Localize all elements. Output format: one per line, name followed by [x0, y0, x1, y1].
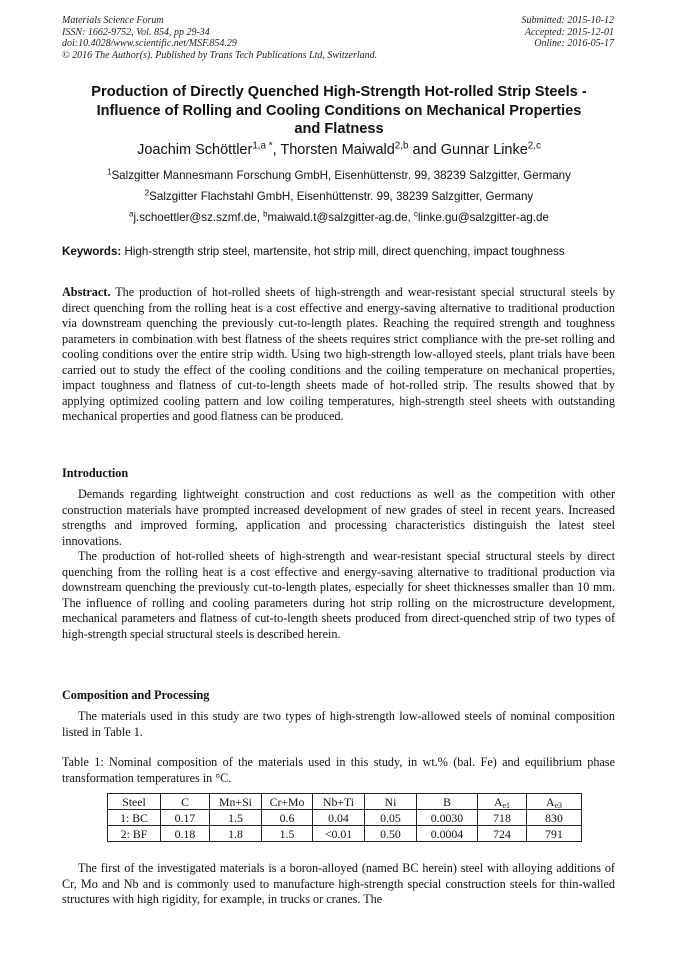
table-cell: 718	[478, 810, 527, 826]
title-line: Production of Directly Quenched High-Strength Hot-rolled Strip Steels -	[91, 84, 587, 100]
table-cell: 1.5	[262, 826, 313, 842]
table-cell: 830	[527, 810, 582, 826]
ae3-subscript: e3	[554, 800, 563, 810]
table-header-cell: B	[417, 794, 478, 810]
affiliation-number: 2	[144, 188, 150, 198]
table-caption	[62, 755, 615, 786]
table-cell: 0.0030	[417, 810, 478, 826]
submitted-date: Submitted: 2015-10-12	[521, 15, 614, 26]
affiliation	[40, 190, 638, 204]
paragraph: The production of hot-rolled sheets of high-strength and wear-resistant special structural steels by direct quenching from the rolling heat is a cost effective and energy-saving alternative to traditional production via downstream quenching the previously cut-to-length plates, especially for sheet thicknesses smaller than 10 mm. The influence of rolling and cooling parameters during hot strip rolling on the microstructure development, mechanical parameters and flatness of cut-to-length sheets produced from direct-quenched strip of two types of high-strength special structural steels is described herein.	[62, 549, 615, 641]
title-line: and Flatness	[294, 121, 384, 137]
abstract-text: The production of hot-rolled sheets of high-strength and wear-resistant special structural steels by direct quenching from the rolling heat is a cost effective and energy-saving alternative to traditional production via downstream quenching the previously cut-to-length plates. Reaching the required strength and toughness parameters in combination with best flatness of the sheets requires strict compliance with the pre-set rolling and cooling conditions over the entire strip width. Using two high-strength low-alloyed steels, plant trials have been carried out to study the effect of the cooling conditions and the coiling temperature on mechanical properties, impact toughness and flatness of cut-to-length sheets made of hot-rolled strip. The results showed that by applying optimized cooling pattern and low coiling temperatures, high-strength steel sheets with outstanding mechanical properties and good flatness can be produced.	[62, 285, 615, 423]
table-header-cell: Nb+Ti	[313, 794, 365, 810]
composition-table	[107, 793, 582, 842]
table-header-cell: C	[161, 794, 210, 810]
author-affil-mark: 1,a *	[252, 140, 273, 152]
paper-title	[40, 83, 638, 139]
email-address[interactable]: j.schoettler@sz.szmf.de,	[133, 211, 264, 224]
table-header-cell: Mn+Si	[210, 794, 262, 810]
email-address[interactable]: maiwald.t@salzgitter-ag.de,	[267, 211, 414, 224]
author-name: Gunnar Linke	[440, 142, 528, 158]
email-mark: c	[413, 209, 418, 219]
table-cell: 1: BC	[108, 810, 161, 826]
email-list	[40, 211, 638, 225]
table-cell: 0.17	[161, 810, 210, 826]
section-heading-introduction: Introduction	[62, 466, 129, 480]
author-separator: and	[408, 142, 441, 158]
table-header-cell: Cr+Mo	[262, 794, 313, 810]
keywords	[62, 244, 618, 259]
author-name: Joachim Schöttler	[137, 142, 253, 158]
copyright-line: © 2016 The Author(s). Published by Trans Tech Publications Ltd, Switzerland.	[62, 49, 378, 61]
doi-line[interactable]: doi:10.4028/www.scientific.net/MSF.854.29	[62, 38, 237, 49]
email-mark: a	[129, 209, 134, 219]
table-row	[108, 826, 582, 842]
journal-name: Materials Science Forum	[62, 15, 164, 26]
ae1-subscript: e1	[502, 800, 511, 810]
table-header-cell: Steel	[108, 794, 161, 810]
issn-line: ISSN: 1662-9752, Vol. 854, pp 29-34	[62, 26, 210, 38]
table-cell: <0.01	[313, 826, 365, 842]
table-row	[108, 810, 582, 826]
author-name: Thorsten Maiwald	[280, 142, 395, 158]
table-cell: 791	[527, 826, 582, 842]
table-cell: 2: BF	[108, 826, 161, 842]
affiliation-text: Salzgitter Flachstahl GmbH, Eisenhüttenstr. 99, 38239 Salzgitter, Germany	[149, 190, 534, 203]
ae1-symbol: A	[493, 794, 503, 809]
table-caption-text: Table 1: Nominal composition of the materials used in this study, in wt.% (bal. Fe) and equilibrium phase transformation temperatures in °C.	[62, 755, 615, 785]
table-cell: 1.8	[210, 826, 262, 842]
section-heading-composition: Composition and Processing	[62, 688, 210, 702]
affiliation	[40, 169, 638, 183]
title-line: Influence of Rolling and Cooling Conditions on Mechanical Properties	[96, 102, 582, 119]
table-header-cell	[478, 794, 527, 810]
email-mark: b	[263, 209, 268, 219]
table-header-cell: Ni	[365, 794, 417, 810]
paragraph: The first of the investigated materials is a boron-alloyed (named BC herein) steel with alloying additions of Cr, Mo and Nb and is commonly used to manufacture high-strength special construction steels for thin-walled structures with high rigidity, for example, in trucks or cranes. The	[62, 861, 615, 906]
table-cell: 724	[478, 826, 527, 842]
paragraph: The materials used in this study are two types of high-strength low-allowed steels of nominal composition listed in Table 1.	[62, 709, 615, 739]
table-cell: 0.6	[262, 810, 313, 826]
table-cell: 0.0004	[417, 826, 478, 842]
table-header-row	[108, 794, 582, 810]
composition-intro	[62, 709, 615, 740]
author-separator: ,	[272, 142, 281, 158]
email-address[interactable]: linke.gu@salzgitter-ag.de	[417, 211, 549, 224]
dates-header	[522, 15, 615, 50]
ae3-symbol: A	[545, 794, 555, 809]
table-cell: 0.04	[313, 810, 365, 826]
introduction-body	[62, 487, 615, 642]
keywords-text: High-strength strip steel, martensite, hot strip mill, direct quenching, impact toughness	[121, 245, 565, 258]
author-list	[40, 141, 638, 159]
table-cell: 0.18	[161, 826, 210, 842]
paragraph: Demands regarding lightweight construction and cost reductions as well as the competition with other construction materials have prompted increased development of new grades of steel in recent years. Increased strengths and improved forming, application and processing characteristics distinguish the latest steel innovations.	[62, 487, 615, 548]
accepted-date: Accepted: 2015-12-01	[524, 26, 614, 38]
table-cell: 0.50	[365, 826, 417, 842]
author-affil-mark: 2,b	[394, 140, 409, 152]
keywords-label: Keywords:	[62, 245, 122, 258]
affiliation-text: Salzgitter Mannesmann Forschung GmbH, Eisenhüttenstr. 99, 38239 Salzgitter, Germany	[111, 169, 571, 182]
composition-body	[62, 861, 615, 908]
journal-header	[62, 15, 377, 61]
affiliation-number: 1	[107, 167, 112, 177]
table-header-cell	[527, 794, 582, 810]
author-affil-mark: 2,c	[527, 140, 541, 152]
abstract-label: Abstract.	[62, 285, 111, 299]
table-cell: 0.05	[365, 810, 417, 826]
table-cell: 1.5	[210, 810, 262, 826]
abstract	[62, 285, 615, 425]
online-date: Online: 2016-05-17	[534, 38, 614, 49]
